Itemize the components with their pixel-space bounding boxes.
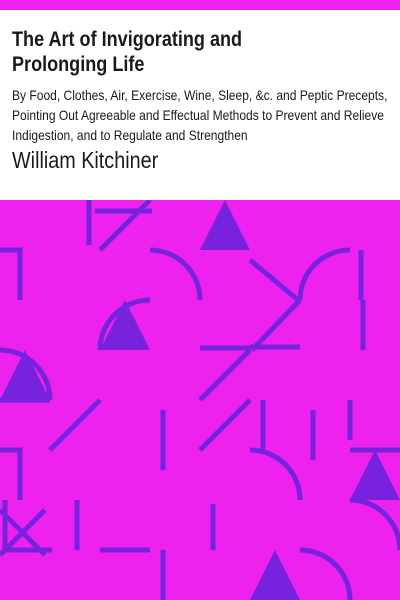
book-author: William Kitchiner — [12, 147, 159, 173]
cover-pattern — [0, 200, 400, 600]
book-title: The Art of Invigorating and Prolonging Life — [12, 28, 243, 76]
book-subtitle: By Food, Clothes, Air, Exercise, Wine, Sleep, &c. and Peptic Precepts, Pointing Out Agreeable and Effectual Methods to Prevent and Relieve Indigestion, and to Regulate and Strengthen — [12, 87, 388, 143]
title-area — [0, 10, 400, 200]
top-color-bar — [0, 0, 400, 10]
